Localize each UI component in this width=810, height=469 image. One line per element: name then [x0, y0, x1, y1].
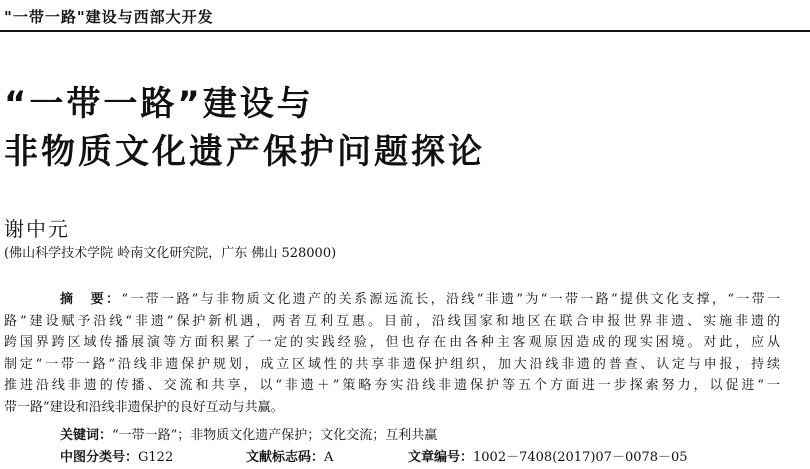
classification-value: G122: [138, 450, 174, 465]
article-title-line-2: 非物质文化遗产保护问题探论: [4, 132, 485, 172]
running-header: "一带一路"建设与西部大开发: [4, 8, 214, 26]
keywords-value: “一带一路”；非物质文化遗产保护；文化交流；互利共赢: [112, 428, 438, 443]
author-affiliation: (佛山科学技术学院 岭南文化研究院，广东 佛山 528000): [4, 246, 337, 261]
abstract-text-1: “一带一路”与非物质文化遗产的关系源远流长，沿线“非遗”为“一带一路”提供文化支撑，“一带一: [121, 292, 780, 307]
author-name: 谢中元: [4, 217, 70, 241]
keywords: [60, 424, 437, 443]
abstract-line-2: 路”建设赋予沿线“非遗”保护新机遇，两者互利互惠。目前，沿线国家和地区在联合申报世界非遗、实施非遗的: [4, 313, 780, 329]
document-code: [246, 446, 333, 465]
abstract-label: 摘 要：: [60, 292, 122, 307]
article-number-value: 1002－7408(2017)07－0078－05: [473, 450, 688, 465]
article-number: [408, 446, 688, 465]
abstract-line-4: 制定“一带一路”沿线非遗保护规划，成立区域性的共享非遗保护组织，加大沿线非遗的普查、认定与申报，持续: [4, 356, 780, 372]
abstract: [4, 289, 780, 418]
classification-number: [60, 446, 173, 465]
abstract-line-5: 推进沿线非遗的传播、交流和共享，以“非遗＋”策略夯实沿线非遗保护等五个方面进一步探索努力，以促进“一: [4, 378, 780, 393]
article-number-label: 文章编号：: [408, 450, 474, 465]
abstract-line-3: 跨国界跨区域传播展演等方面积累了一定的实践经验，但也存在由各种主客观原因造成的现实困境。对此，应从: [4, 335, 780, 350]
abstract-line-1: [4, 289, 780, 311]
article-title-line-1: “一带一路”建设与: [4, 84, 314, 124]
abstract-line-6: 带一路”建设和沿线非遗保护的良好互动与共赢。: [4, 399, 284, 415]
document-code-value: A: [324, 450, 334, 465]
article-title: [4, 80, 485, 176]
header-divider: [0, 30, 810, 32]
document-code-label: 文献标志码：: [246, 450, 325, 465]
keywords-label: 关键词：: [60, 428, 113, 443]
classification-label: 中图分类号：: [60, 450, 139, 465]
